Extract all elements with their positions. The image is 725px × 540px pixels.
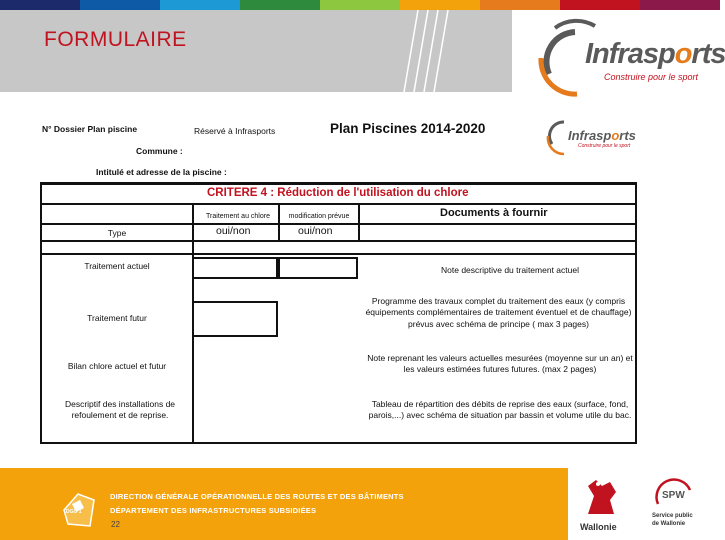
- strip-segment: [0, 0, 80, 10]
- dossier-label: N° Dossier Plan piscine: [42, 124, 138, 134]
- strip-segment: [400, 0, 480, 10]
- table-column-divider: [358, 203, 360, 240]
- row-label-descriptif: Descriptif des installations de refoulement et de reprise.: [64, 399, 176, 421]
- infrasports-logo-text: Infrasports: [585, 38, 725, 70]
- strip-segment: [160, 0, 240, 10]
- criteria-table: [40, 182, 637, 444]
- traitement-actuel-modif-box: [278, 257, 358, 279]
- intitule-label: Intitulé et adresse de la piscine :: [96, 167, 227, 177]
- table-divider: [42, 253, 635, 255]
- col-header-documents: Documents à fournir: [440, 207, 548, 219]
- traitement-actuel-chlore-box: [192, 257, 278, 279]
- strip-segment: [640, 0, 720, 10]
- plan-title: Plan Piscines 2014-2020: [330, 121, 486, 136]
- table-divider: [42, 203, 635, 205]
- row-doc-traitement-futur: Programme des travaux complet du traitement des eaux (y compris équipements complémentaires de traitement éventuel et de chauffage) prévus avec schéma de principe ( max 3 pages): [365, 296, 632, 329]
- row-label-bilan-chlore: Bilan chlore actuel et futur: [67, 361, 167, 371]
- row-doc-bilan-chlore: Note reprenant les valeurs actuelles mesurées (moyenne sur un an) et les valeurs estimées futures futures. (max 2 pages): [367, 353, 633, 375]
- spw-label: SPW: [662, 490, 685, 501]
- strip-segment: [560, 0, 640, 10]
- oui-non-modification: oui/non: [298, 225, 333, 237]
- commune-label: Commune :: [136, 146, 183, 156]
- infrasports-small-logo-text: Infrasports: [568, 128, 636, 143]
- spw-de-wallonie: de Wallonie: [652, 521, 686, 527]
- infrasports-small-tagline: Construire pour le sport: [578, 143, 631, 149]
- dgo-label: DGO 1: [66, 509, 82, 515]
- col-header-traitement: Traitement au chlore: [206, 213, 270, 220]
- criterion-title: CRITERE 4 : Réduction de l'utilisation du chlore: [207, 187, 469, 199]
- strip-segment: [240, 0, 320, 10]
- table-divider: [42, 240, 635, 242]
- infrasports-tagline: Construire pour le sport: [604, 72, 699, 82]
- row-label-traitement-futur: Traitement futur: [87, 313, 147, 323]
- row-label-traitement-actuel: Traitement actuel: [84, 261, 150, 271]
- row-doc-traitement-actuel: Note descriptive du traitement actuel: [441, 265, 579, 275]
- strip-segment: [480, 0, 560, 10]
- col-header-modification: modification prévue: [288, 213, 350, 220]
- footer-direction: DIRECTION GÉNÉRALE OPÉRATIONNELLE DES ROUTES ET DES BÂTIMENTS: [110, 492, 404, 501]
- wallonie-rooster-icon: [580, 474, 622, 518]
- page-title: FORMULAIRE: [44, 28, 187, 51]
- color-strip: [0, 0, 720, 10]
- table-divider: [42, 223, 635, 225]
- form-document: [38, 112, 638, 452]
- strip-segment: [320, 0, 400, 10]
- oui-non-traitement: oui/non: [216, 225, 251, 237]
- strip-segment: [80, 0, 160, 10]
- reserve-label: Réservé à Infrasports: [194, 126, 276, 136]
- wallonie-label: Wallonie: [580, 522, 617, 532]
- header-decoration: [396, 10, 456, 92]
- row-doc-descriptif: Tableau de répartition des débits de reprise des eaux (surface, fond, parois,...) avec schéma de situation par bassin et volume utile du bac.: [368, 399, 632, 421]
- spw-service-public: Service public: [652, 513, 693, 519]
- table-column-divider: [278, 203, 280, 240]
- page-number: 22: [111, 520, 120, 529]
- footer-department: DÉPARTEMENT DES INFRASTRUCTURES SUBSIDIÉES: [110, 506, 317, 515]
- row-type-label: Type: [107, 228, 127, 238]
- traitement-futur-chlore-box: [192, 301, 278, 337]
